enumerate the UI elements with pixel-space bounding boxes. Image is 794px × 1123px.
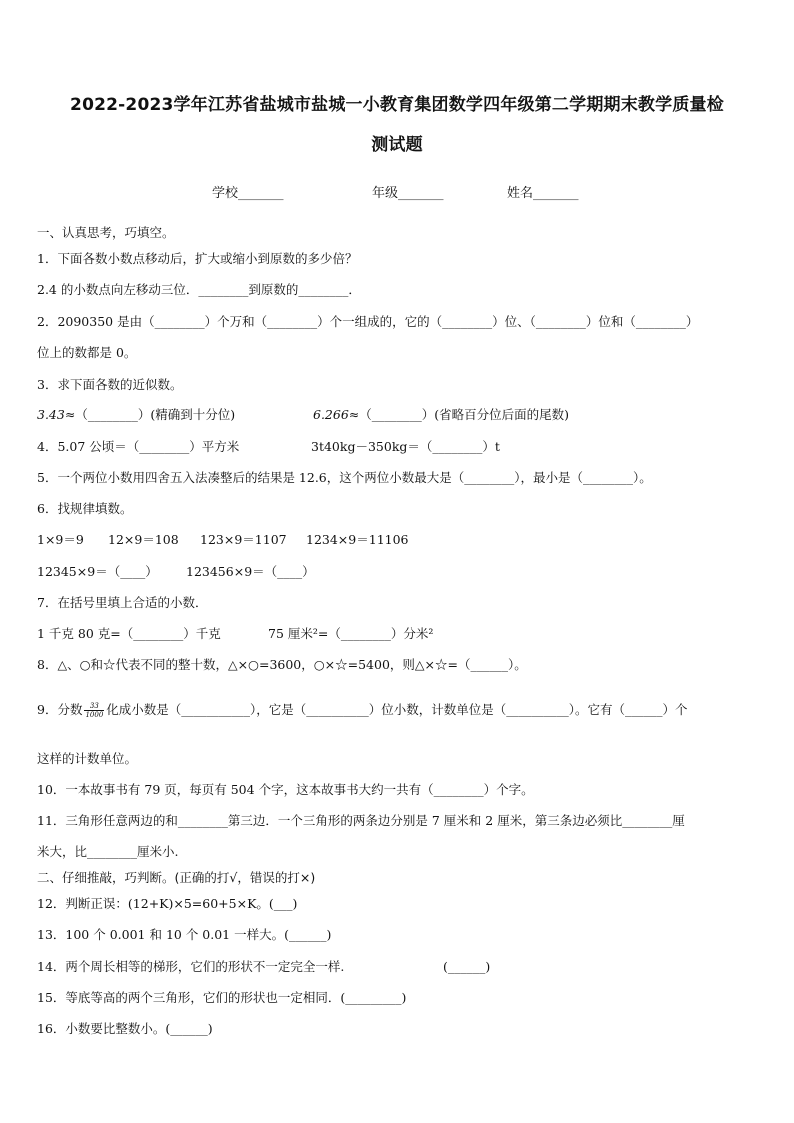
q14-answer-blank[interactable]: (______) [443,959,491,974]
q14-text: 14．两个周长相等的梯形，它们的形状不一定完全一样. [37,959,345,974]
q3-b-number: 6.266 [313,407,349,422]
q5: 5．一个两位小数用四舍五入法凑整后的结果是 12.6，这个两位小数最大是（________），最小是（________）。 [37,470,652,485]
q6-stem: 6．找规律填数。 [37,501,133,516]
grade-field[interactable]: 年级_______ [372,186,444,201]
q7-stem: 7．在括号里填上合适的小数． [37,595,208,610]
q3-b-text: ≈（________）(省略百分位后面的尾数) [348,407,570,422]
q9-fraction-denominator: 1000 [85,711,104,719]
q13: 13．100 个 0.001 和 10 个 0.01 一样大。(______) [37,927,332,942]
q6-pattern-4: 1234×9＝11106 [306,532,409,547]
q6-pattern-3: 123×9＝1107 [200,532,287,547]
q7-part-a: 1 千克 80 克=（________）千克 [37,626,221,641]
q9-line1 [37,698,688,722]
q8: 8．△、○和☆代表不同的整十数，△×○=3600，○×☆=5400，则△×☆=（______）。 [37,657,527,672]
q12: 12．判断正误：(12+K)×5=60+5×K。(___) [37,896,298,911]
q2-line2: 位上的数都是 0。 [37,345,137,360]
q16: 16．小数要比整数小。(______) [37,1021,213,1036]
q4-part-b: 3t40kg－350kg＝（________）t [311,439,500,454]
exam-title-line1: 2022-2023学年江苏省盐城市盐城一小教育集团数学四年级第二学期期末教学质量检 [70,95,724,115]
q9-line2: 这样的计数单位。 [37,751,138,766]
q2-line1: 2．2090350 是由（________）个万和（________）个一组成的，它的（________）位、（________）位和（________） [37,314,699,329]
q1-stem: 1．下面各数小数点移动后，扩大或缩小到原数的多少倍？ [37,251,358,266]
q9-fraction [84,702,104,719]
section-1-heading: 一、认真思考，巧填空。 [37,225,175,240]
q7-part-b: 75 厘米²=（________）分米² [268,626,434,641]
q4-part-a: 4．5.07 公顷＝（________）平方米 [37,439,240,454]
name-field[interactable]: 姓名_______ [507,186,579,201]
q6-pattern-1: 1×9＝9 [37,532,84,547]
q3-stem: 3．求下面各数的近似数。 [37,377,183,392]
q9-fraction-numerator: 33 [84,702,104,711]
q3-a-text: ≈（________）(精确到十分位) [64,407,236,422]
q9-suffix: 化成小数是（___________），它是（__________）位小数，计数单位是（__________）。它有（______）个 [106,702,688,717]
q3-a-number: 3.43 [37,407,65,422]
q6-pattern-2: 12×9＝108 [108,532,179,547]
q3-part-b [313,406,569,424]
school-field[interactable]: 学校_______ [212,186,284,201]
q1-line2: 2.4 的小数点向左移动三位．________到原数的________． [37,282,361,297]
q15: 15．等底等高的两个三角形，它们的形状也一定相同．(_________) [37,990,407,1005]
q6-pattern-5: 12345×9＝（____） [37,564,158,579]
q6-pattern-6: 123456×9＝（____） [186,564,315,579]
q3-part-a [37,406,235,424]
q11-line1: 11．三角形任意两边的和________第三边．一个三角形的两条边分别是 7 厘米和 2 厘米，第三条边必须比________厘 [37,813,685,828]
q9-prefix: 9．分数 [37,702,83,717]
section-2-heading: 二、仔细推敲，巧判断。(正确的打√，错误的打×) [37,870,316,885]
exam-title-line2: 测试题 [371,135,423,155]
q10: 10．一本故事书有 79 页，每页有 504 个字，这本故事书大约一共有（________）个字。 [37,782,534,797]
q11-line2: 米大，比________厘米小. [37,844,179,859]
